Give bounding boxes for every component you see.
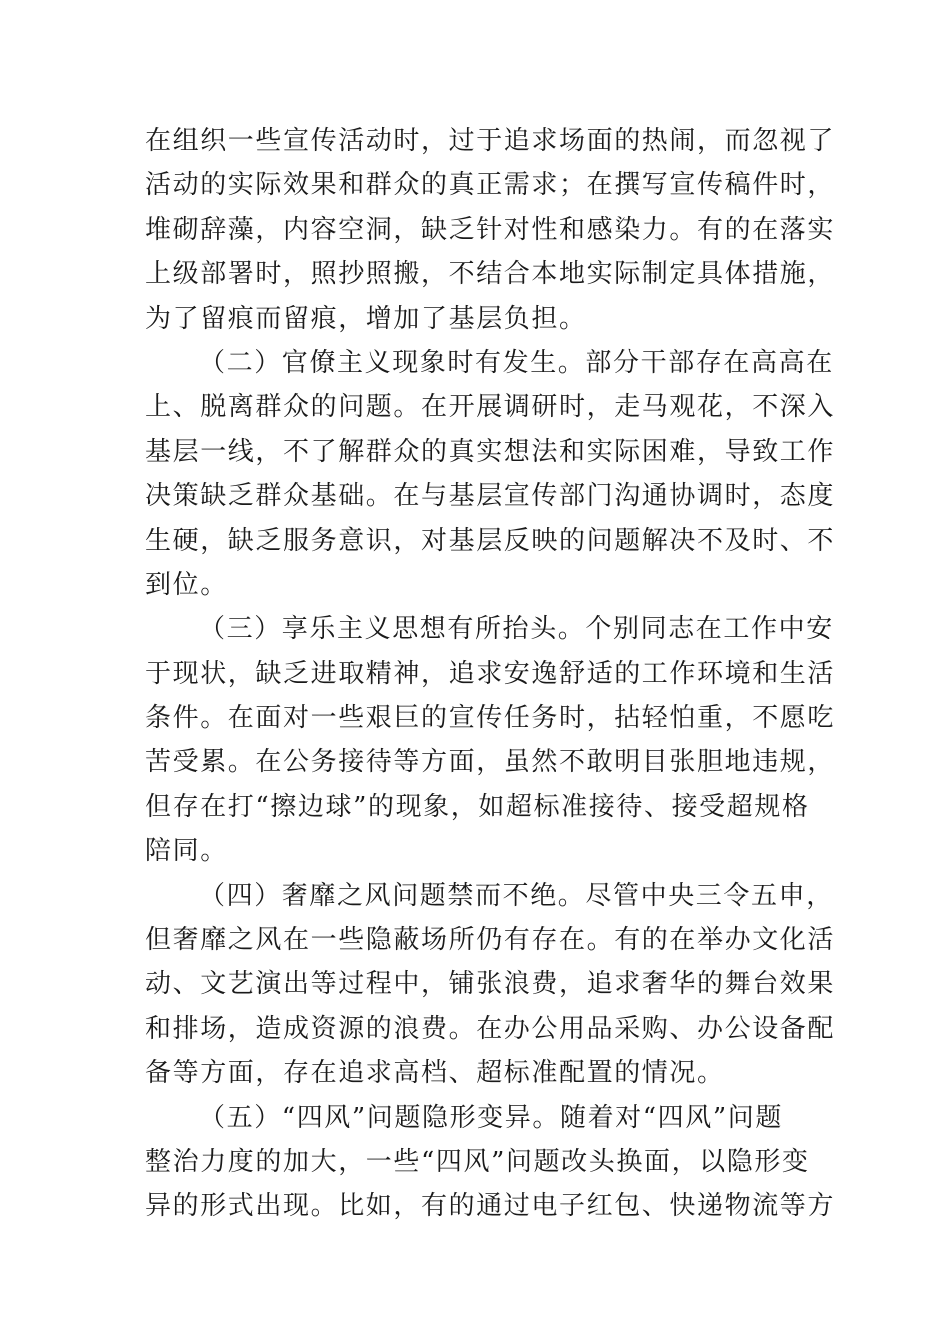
text-line: 苦受累。在公务接待等方面，虽然不敢明目张胆地违规， (145, 747, 836, 778)
text-line: 但存在打“擦边球”的现象，如超标准接待、接受超规格 (145, 791, 810, 822)
section-heading-2-line: （二）官僚主义现象时有发生。部分干部存在高高在 (199, 347, 834, 378)
section-heading-5-line: （五）“四风”问题隐形变异。随着对“四风”问题 (199, 1102, 783, 1133)
text-line: 于现状，缺乏进取精神，追求安逸舒适的工作环境和生活 (145, 658, 836, 689)
text-line: 整治力度的加大，一些“四风”问题改头换面，以隐形变 (145, 1146, 810, 1177)
text-line: 决策缺乏群众基础。在与基层宣传部门沟通协调时，态度 (145, 481, 836, 512)
text-line: 陪同。 (145, 836, 228, 867)
text-line: 基层一线，不了解群众的真实想法和实际困难，导致工作 (145, 436, 836, 467)
text-line: 堆砌辞藻，内容空洞，缺乏针对性和感染力。有的在落实 (145, 214, 836, 245)
text-line: 和排场，造成资源的浪费。在办公用品采购、办公设备配 (145, 1013, 836, 1044)
text-line: 上、脱离群众的问题。在开展调研时，走马观花，不深入 (145, 392, 836, 423)
body-text (145, 119, 836, 1229)
text-line: 到位。 (145, 569, 228, 600)
text-line: 备等方面，存在追求高档、超标准配置的情况。 (145, 1058, 725, 1089)
text-line: 上级部署时，照抄照搬，不结合本地实际制定具体措施， (145, 259, 836, 290)
text-line: 为了留痕而留痕，增加了基层负担。 (145, 303, 587, 334)
section-heading-3-line: （三）享乐主义思想有所抬头。个别同志在工作中安 (199, 614, 834, 645)
text-line: 但奢靡之风在一些隐蔽场所仍有存在。有的在举办文化活 (145, 925, 836, 956)
text-line: 异的形式出现。比如，有的通过电子红包、快递物流等方 (145, 1191, 836, 1222)
text-line: 动、文艺演出等过程中，铺张浪费，追求奢华的舞台效果 (145, 969, 836, 1000)
text-line: 生硬，缺乏服务意识，对基层反映的问题解决不及时、不 (145, 525, 836, 556)
text-line: 活动的实际效果和群众的真正需求；在撰写宣传稿件时， (145, 170, 836, 201)
text-line: 条件。在面对一些艰巨的宣传任务时，拈轻怕重，不愿吃 (145, 703, 836, 734)
section-heading-4-line: （四）奢靡之风问题禁而不绝。尽管中央三令五申， (199, 880, 834, 911)
text-line: 在组织一些宣传活动时，过于追求场面的热闹，而忽视了 (145, 126, 836, 156)
